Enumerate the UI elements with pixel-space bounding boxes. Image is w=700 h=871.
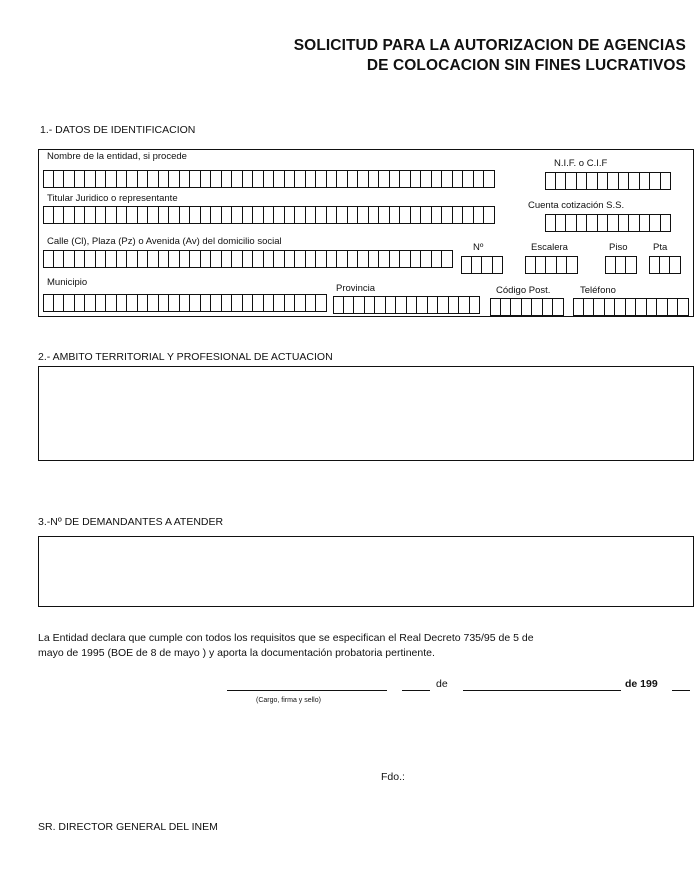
section-2-heading: 2.- AMBITO TERRITORIAL Y PROFESIONAL DE ACTUACION: [38, 351, 333, 363]
char-cell[interactable]: [180, 250, 191, 268]
char-cell[interactable]: [442, 170, 453, 188]
char-cell[interactable]: [138, 294, 149, 312]
char-cell[interactable]: [337, 170, 348, 188]
char-cell[interactable]: [474, 206, 485, 224]
label-escalera: Escalera: [531, 242, 568, 253]
char-cell[interactable]: [85, 250, 96, 268]
section-1-heading: 1.- DATOS DE IDENTIFICACION: [40, 124, 196, 136]
label-calle: Calle (Cl), Plaza (Pz) o Avenida (Av) del domicilio social: [47, 236, 282, 247]
char-cell[interactable]: [285, 250, 296, 268]
char-cell[interactable]: [661, 214, 672, 232]
char-cell[interactable]: [54, 294, 65, 312]
char-cell[interactable]: [43, 170, 54, 188]
char-cell[interactable]: [493, 256, 504, 274]
char-cell[interactable]: [264, 250, 275, 268]
char-cell[interactable]: [274, 294, 285, 312]
char-cell[interactable]: [306, 294, 317, 312]
char-cell[interactable]: [253, 250, 264, 268]
char-cell[interactable]: [605, 256, 616, 274]
char-cell[interactable]: [432, 170, 443, 188]
char-cell[interactable]: [169, 206, 180, 224]
signature-year-line[interactable]: [672, 690, 690, 691]
char-cell[interactable]: [461, 256, 472, 274]
char-cell[interactable]: [64, 170, 75, 188]
label-pta: Pta: [653, 242, 668, 253]
char-cell[interactable]: [626, 298, 637, 316]
char-cell[interactable]: [640, 214, 651, 232]
char-cell[interactable]: [201, 206, 212, 224]
char-cell[interactable]: [222, 206, 233, 224]
char-cell[interactable]: [306, 250, 317, 268]
label-piso: Piso: [609, 242, 628, 253]
input-pta[interactable]: [649, 256, 681, 274]
char-cell[interactable]: [501, 298, 512, 316]
char-cell[interactable]: [400, 206, 411, 224]
char-cell[interactable]: [54, 170, 65, 188]
char-cell[interactable]: [608, 214, 619, 232]
char-cell[interactable]: [274, 170, 285, 188]
char-cell[interactable]: [661, 172, 672, 190]
char-cell[interactable]: [96, 206, 107, 224]
char-cell[interactable]: [148, 250, 159, 268]
char-cell[interactable]: [348, 206, 359, 224]
char-cell[interactable]: [616, 256, 627, 274]
char-cell[interactable]: [285, 206, 296, 224]
char-cell[interactable]: [148, 170, 159, 188]
char-cell[interactable]: [222, 170, 233, 188]
char-cell[interactable]: [264, 170, 275, 188]
char-cell[interactable]: [407, 296, 418, 314]
char-cell[interactable]: [96, 250, 107, 268]
signature-year-label: de 199: [625, 678, 658, 690]
char-cell[interactable]: [180, 294, 191, 312]
char-cell[interactable]: [365, 296, 376, 314]
input-nombre[interactable]: [43, 170, 495, 188]
char-cell[interactable]: [85, 170, 96, 188]
char-cell[interactable]: [127, 294, 138, 312]
ambito-textarea[interactable]: [38, 366, 694, 461]
char-cell[interactable]: [432, 250, 443, 268]
char-cell[interactable]: [417, 296, 428, 314]
char-cell[interactable]: [484, 170, 495, 188]
char-cell[interactable]: [243, 250, 254, 268]
char-cell[interactable]: [421, 206, 432, 224]
char-cell[interactable]: [657, 298, 668, 316]
char-cell[interactable]: [285, 294, 296, 312]
char-cell[interactable]: [432, 206, 443, 224]
char-cell[interactable]: [337, 250, 348, 268]
char-cell[interactable]: [316, 170, 327, 188]
char-cell[interactable]: [525, 256, 536, 274]
char-cell[interactable]: [211, 206, 222, 224]
char-cell[interactable]: [138, 250, 149, 268]
char-cell[interactable]: [264, 294, 275, 312]
char-cell[interactable]: [295, 170, 306, 188]
signature-month-line[interactable]: [463, 690, 621, 691]
input-piso[interactable]: [605, 256, 637, 274]
char-cell[interactable]: [375, 296, 386, 314]
char-cell[interactable]: [190, 206, 201, 224]
char-cell[interactable]: [369, 170, 380, 188]
declaration-text: [38, 631, 688, 661]
char-cell[interactable]: [274, 250, 285, 268]
char-cell[interactable]: [650, 172, 661, 190]
char-cell[interactable]: [316, 250, 327, 268]
char-cell[interactable]: [85, 294, 96, 312]
char-cell[interactable]: [532, 298, 543, 316]
input-nif[interactable]: [545, 172, 671, 190]
char-cell[interactable]: [75, 294, 86, 312]
char-cell[interactable]: [43, 250, 54, 268]
label-provincia: Provincia: [336, 283, 376, 294]
declaration-line-1: La Entidad declara que cumple con todos los requisitos que se especifican el Real Decreto 735/95 de 5 de: [38, 632, 534, 644]
char-cell[interactable]: [295, 294, 306, 312]
label-nif: N.I.F. o C.I.F: [554, 158, 608, 169]
char-cell[interactable]: [337, 206, 348, 224]
char-cell[interactable]: [180, 206, 191, 224]
char-cell[interactable]: [327, 170, 338, 188]
char-cell[interactable]: [75, 250, 86, 268]
char-cell[interactable]: [274, 206, 285, 224]
signature-day-line[interactable]: [402, 690, 430, 691]
char-cell[interactable]: [522, 298, 533, 316]
char-cell[interactable]: [201, 170, 212, 188]
input-numero[interactable]: [461, 256, 503, 274]
char-cell[interactable]: [159, 250, 170, 268]
char-cell[interactable]: [584, 298, 595, 316]
char-cell[interactable]: [453, 206, 464, 224]
char-cell[interactable]: [344, 296, 355, 314]
char-cell[interactable]: [348, 250, 359, 268]
char-cell[interactable]: [449, 296, 460, 314]
char-cell[interactable]: [619, 172, 630, 190]
char-cell[interactable]: [358, 250, 369, 268]
char-cell[interactable]: [369, 250, 380, 268]
signature-de-label: de: [436, 678, 448, 690]
char-cell[interactable]: [660, 256, 671, 274]
char-cell[interactable]: [629, 214, 640, 232]
char-cell[interactable]: [577, 214, 588, 232]
input-escalera[interactable]: [525, 256, 578, 274]
label-codigo-postal: Código Post.: [496, 285, 551, 296]
char-cell[interactable]: [106, 170, 117, 188]
char-cell[interactable]: [211, 170, 222, 188]
char-cell[interactable]: [316, 294, 327, 312]
label-telefono: Teléfono: [580, 285, 616, 296]
char-cell[interactable]: [386, 296, 397, 314]
char-cell[interactable]: [306, 206, 317, 224]
char-cell[interactable]: [253, 170, 264, 188]
char-cell[interactable]: [411, 206, 422, 224]
char-cell[interactable]: [201, 294, 212, 312]
char-cell[interactable]: [573, 298, 584, 316]
char-cell[interactable]: [428, 296, 439, 314]
char-cell[interactable]: [127, 206, 138, 224]
signature-place-line[interactable]: [227, 690, 387, 691]
label-cuenta: Cuenta cotización S.S.: [528, 200, 625, 211]
char-cell[interactable]: [411, 250, 422, 268]
char-cell[interactable]: [232, 250, 243, 268]
char-cell[interactable]: [556, 214, 567, 232]
char-cell[interactable]: [253, 294, 264, 312]
input-cuenta[interactable]: [545, 214, 671, 232]
input-titular[interactable]: [43, 206, 495, 224]
label-numero: Nº: [473, 242, 484, 253]
char-cell[interactable]: [545, 214, 556, 232]
char-cell[interactable]: [169, 294, 180, 312]
char-cell[interactable]: [474, 170, 485, 188]
char-cell[interactable]: [169, 250, 180, 268]
char-cell[interactable]: [543, 298, 554, 316]
char-cell[interactable]: [148, 294, 159, 312]
char-cell[interactable]: [127, 170, 138, 188]
char-cell[interactable]: [232, 206, 243, 224]
char-cell[interactable]: [421, 170, 432, 188]
char-cell[interactable]: [106, 250, 117, 268]
input-codigo-postal[interactable]: [490, 298, 564, 316]
char-cell[interactable]: [536, 256, 547, 274]
char-cell[interactable]: [64, 206, 75, 224]
char-cell[interactable]: [85, 206, 96, 224]
char-cell[interactable]: [96, 170, 107, 188]
char-cell[interactable]: [75, 170, 86, 188]
char-cell[interactable]: [190, 170, 201, 188]
char-cell[interactable]: [546, 256, 557, 274]
char-cell[interactable]: [484, 206, 495, 224]
char-cell[interactable]: [148, 206, 159, 224]
char-cell[interactable]: [201, 250, 212, 268]
char-cell[interactable]: [54, 250, 65, 268]
char-cell[interactable]: [222, 250, 233, 268]
char-cell[interactable]: [545, 172, 556, 190]
char-cell[interactable]: [463, 206, 474, 224]
input-calle[interactable]: [43, 250, 453, 268]
char-cell[interactable]: [594, 298, 605, 316]
char-cell[interactable]: [649, 256, 660, 274]
char-cell[interactable]: [598, 172, 609, 190]
input-telefono[interactable]: [573, 298, 689, 316]
char-cell[interactable]: [463, 170, 474, 188]
char-cell[interactable]: [138, 206, 149, 224]
char-cell[interactable]: [556, 172, 567, 190]
char-cell[interactable]: [566, 172, 577, 190]
char-cell[interactable]: [369, 206, 380, 224]
demandantes-textarea[interactable]: [38, 536, 694, 607]
char-cell[interactable]: [106, 206, 117, 224]
char-cell[interactable]: [117, 250, 128, 268]
char-cell[interactable]: [159, 294, 170, 312]
char-cell[interactable]: [232, 170, 243, 188]
char-cell[interactable]: [390, 206, 401, 224]
char-cell[interactable]: [553, 298, 564, 316]
char-cell[interactable]: [379, 250, 390, 268]
char-cell[interactable]: [306, 170, 317, 188]
char-cell[interactable]: [396, 296, 407, 314]
char-cell[interactable]: [358, 206, 369, 224]
section-3-heading: 3.-Nº DE DEMANDANTES A ATENDER: [38, 516, 224, 528]
char-cell[interactable]: [354, 296, 365, 314]
char-cell[interactable]: [587, 172, 598, 190]
identification-box: [38, 149, 694, 317]
input-municipio[interactable]: [43, 294, 327, 312]
char-cell[interactable]: [626, 256, 637, 274]
char-cell[interactable]: [106, 294, 117, 312]
char-cell[interactable]: [180, 170, 191, 188]
char-cell[interactable]: [619, 214, 630, 232]
char-cell[interactable]: [295, 250, 306, 268]
char-cell[interactable]: [379, 170, 390, 188]
char-cell[interactable]: [400, 250, 411, 268]
char-cell[interactable]: [253, 206, 264, 224]
char-cell[interactable]: [96, 294, 107, 312]
char-cell[interactable]: [668, 298, 679, 316]
char-cell[interactable]: [640, 172, 651, 190]
char-cell[interactable]: [348, 170, 359, 188]
char-cell[interactable]: [482, 256, 493, 274]
char-cell[interactable]: [598, 214, 609, 232]
char-cell[interactable]: [333, 296, 344, 314]
char-cell[interactable]: [490, 298, 501, 316]
label-municipio: Municipio: [47, 277, 88, 288]
form-title-line-1: SOLICITUD PARA LA AUTORIZACION DE AGENCIAS: [293, 37, 686, 54]
char-cell[interactable]: [117, 206, 128, 224]
char-cell[interactable]: [390, 170, 401, 188]
char-cell[interactable]: [138, 170, 149, 188]
char-cell[interactable]: [43, 294, 54, 312]
char-cell[interactable]: [117, 294, 128, 312]
char-cell[interactable]: [421, 250, 432, 268]
form-title: [294, 36, 686, 76]
addressee: SR. DIRECTOR GENERAL DEL INEM: [38, 821, 218, 833]
char-cell[interactable]: [442, 206, 453, 224]
char-cell[interactable]: [566, 214, 577, 232]
char-cell[interactable]: [64, 250, 75, 268]
char-cell[interactable]: [615, 298, 626, 316]
char-cell[interactable]: [557, 256, 568, 274]
char-cell[interactable]: [636, 298, 647, 316]
char-cell[interactable]: [75, 206, 86, 224]
char-cell[interactable]: [438, 296, 449, 314]
char-cell[interactable]: [190, 250, 201, 268]
char-cell[interactable]: [169, 170, 180, 188]
label-titular: Titular Juridico o representante: [47, 193, 178, 204]
cargo-firma-sello-label: (Cargo, firma y sello): [256, 697, 321, 704]
char-cell[interactable]: [400, 170, 411, 188]
char-cell[interactable]: [459, 296, 470, 314]
label-nombre: Nombre de la entidad, si procede: [47, 151, 187, 162]
char-cell[interactable]: [608, 172, 619, 190]
char-cell[interactable]: [650, 214, 661, 232]
char-cell[interactable]: [190, 294, 201, 312]
form-title-line-2: DE COLOCACION SIN FINES LUCRATIVOS: [366, 57, 686, 74]
char-cell[interactable]: [442, 250, 453, 268]
char-cell[interactable]: [159, 206, 170, 224]
char-cell[interactable]: [411, 170, 422, 188]
char-cell[interactable]: [358, 170, 369, 188]
char-cell[interactable]: [243, 170, 254, 188]
char-cell[interactable]: [211, 294, 222, 312]
char-cell[interactable]: [127, 250, 138, 268]
char-cell[interactable]: [647, 298, 658, 316]
char-cell[interactable]: [605, 298, 616, 316]
char-cell[interactable]: [472, 256, 483, 274]
char-cell[interactable]: [64, 294, 75, 312]
char-cell[interactable]: [117, 170, 128, 188]
char-cell[interactable]: [629, 172, 640, 190]
char-cell[interactable]: [587, 214, 598, 232]
char-cell[interactable]: [159, 170, 170, 188]
char-cell[interactable]: [285, 170, 296, 188]
char-cell[interactable]: [567, 256, 578, 274]
char-cell[interactable]: [327, 250, 338, 268]
fdo-label: Fdo.:: [381, 771, 405, 783]
char-cell[interactable]: [511, 298, 522, 316]
char-cell[interactable]: [678, 298, 689, 316]
char-cell[interactable]: [243, 206, 254, 224]
char-cell[interactable]: [43, 206, 54, 224]
char-cell[interactable]: [211, 250, 222, 268]
char-cell[interactable]: [295, 206, 306, 224]
char-cell[interactable]: [54, 206, 65, 224]
char-cell[interactable]: [316, 206, 327, 224]
char-cell[interactable]: [327, 206, 338, 224]
input-provincia[interactable]: [333, 296, 480, 314]
char-cell[interactable]: [577, 172, 588, 190]
char-cell[interactable]: [264, 206, 275, 224]
char-cell[interactable]: [670, 256, 681, 274]
char-cell[interactable]: [453, 170, 464, 188]
char-cell[interactable]: [379, 206, 390, 224]
char-cell[interactable]: [222, 294, 233, 312]
char-cell[interactable]: [243, 294, 254, 312]
char-cell[interactable]: [470, 296, 481, 314]
char-cell[interactable]: [232, 294, 243, 312]
char-cell[interactable]: [390, 250, 401, 268]
declaration-line-2: mayo de 1995 (BOE de 8 de mayo ) y aporta la documentación probatoria pertinente.: [38, 647, 435, 659]
